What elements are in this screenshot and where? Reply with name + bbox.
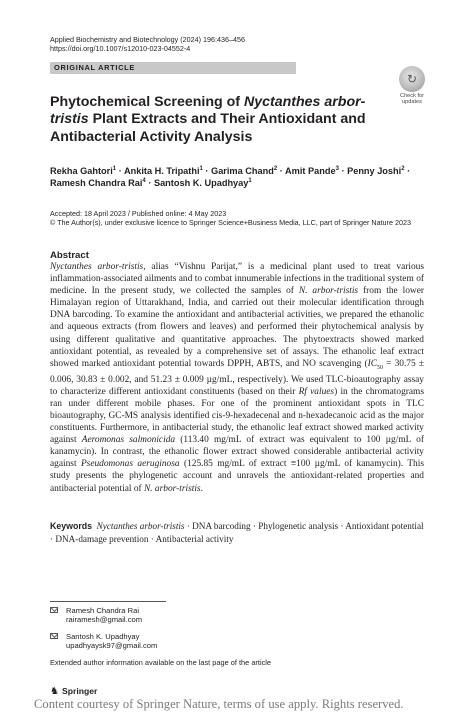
- check-updates-label: Check for updates: [400, 93, 424, 106]
- publisher-logo: [50, 686, 97, 697]
- check-updates-icon: ↻: [399, 66, 425, 92]
- envelope-icon: [50, 633, 58, 639]
- contact-email[interactable]: upadhyaysk97@gmail.com: [66, 641, 158, 651]
- contact-name: Santosh K. Upadhyay: [66, 632, 140, 641]
- author-name[interactable]: Santosh K. Upadhyay: [153, 178, 249, 189]
- doi-link[interactable]: https://doi.org/10.1007/s12010-023-04552-4: [50, 44, 191, 54]
- courtesy-watermark: Content courtesy of Springer Nature, terms of use apply. Rights reserved.: [34, 697, 404, 711]
- journal-header: [50, 35, 245, 54]
- article-title: Phytochemical Screening of Nyctanthes arbor-tristis Plant Extracts and Their Antioxidant and Antibacterial Activity Analysis: [50, 94, 366, 145]
- contact-email[interactable]: rairamesh@gmail.com: [66, 615, 143, 625]
- article-type-bar: [50, 62, 296, 74]
- publisher-name: Springer: [62, 686, 98, 696]
- abstract-text: Nyctanthes arbor-tristis, alias “Vishnu Parijat,” is a medicinal plant used to treat various inflammation-associated ailments and to combat innumerable infections in the traditional system of medicine. In the present study, we collected the samples of N. arbor-tristis from the lower Himalayan region of Uttarakhand, India, and carried out their molecular identification through DNA barcoding. To examine the antioxidant and antibacterial activities, we prepared the ethanolic and aqueous extracts (from flowers and leaves) and performed their phytochemical analysis by using different qualitative and quantitative approaches. The phytoextracts showed marked antioxidant potential, as revealed by a comprehensive set of assays. The ethanolic leaf extract showed marked antioxidant potential towards DPPH, ABTS, and NO scavenging ($IC_{50} = 30.75 \pm 0.006$, 30.83 ± 0.002, and 51.23 ± 0.009 µg/mL, respectively). We used TLC-bioautography assay to characterize different antioxidant constituents (based on their Rf values) in the chromatograms ran under different mobile phases. For one of the prominent antioxidant spots in TLC bioautography, GC-MS analysis identified cis-9-hexadecenal and n-hexadecanoic acid as the major constituents. Furthermore, in antibacterial study, the ethanolic leaf extract showed marked activity against Aeromonas salmonicida (113.40 mg/mL of extract was equivalent to 100 µg/mL of kanamycin). In contrast, the ethanolic flower extract showed considerable antibacterial activity against Pseudomonas aeruginosa (125.85 mg/mL of extract ≡100 µg/mL of kanamycin). This study presents the phylogenetic account and unravels the antioxidant-related properties and antibacterial potential of N. arbor-tristis.: [50, 262, 424, 494]
- envelope-icon: [50, 607, 58, 613]
- author-name[interactable]: Ramesh Chandra Rai: [50, 178, 143, 189]
- author-list: Rekha Gahtori$^1$ · Ankita H. Tripathi$^1$ · Garima Chand$^2$ · Amit Pande$^3$ · Penny Joshi$^2$ · Ramesh Chandra Rai$^4$ · Santosh K. Upadhyay$^1$: [50, 165, 411, 189]
- extended-author-info: Extended author information available on the last page of the article: [50, 658, 272, 667]
- corresponding-author-contact: [50, 632, 210, 652]
- publication-dates: [50, 209, 411, 228]
- article-type: ORIGINAL ARTICLE: [54, 63, 135, 72]
- footnote-divider: [50, 601, 166, 602]
- journal-citation: Applied Biochemistry and Biotechnology (2024) 196:436–456: [50, 35, 245, 44]
- abstract-heading: Abstract: [50, 250, 89, 261]
- author-name[interactable]: Penny Joshi: [347, 166, 402, 176]
- keywords: Keywords Nyctanthes arbor-tristis · DNA barcoding · Phylogenetic analysis · Antioxidant potential · DNA-damage prevention · Antibacterial activity: [50, 521, 424, 544]
- check-for-updates-button[interactable]: [392, 66, 432, 106]
- accepted-date: Accepted: 18 April 2023 / Published online: 4 May 2023: [50, 209, 227, 218]
- corresponding-author-contact: [50, 606, 170, 626]
- author-name[interactable]: Ankita H. Tripathi: [123, 166, 200, 176]
- keywords-label: Keywords: [50, 521, 93, 531]
- copyright-notice: © The Author(s), under exclusive licence to Springer Science+Business Media, LLC, part of Springer Nature 2023: [50, 218, 411, 228]
- author-name[interactable]: Rekha Gahtori: [50, 166, 113, 176]
- author-name[interactable]: Garima Chand: [211, 166, 274, 176]
- contact-name: Ramesh Chandra Rai: [66, 606, 140, 615]
- author-name[interactable]: Amit Pande: [285, 166, 336, 176]
- springer-horse-icon: ♞: [50, 686, 59, 697]
